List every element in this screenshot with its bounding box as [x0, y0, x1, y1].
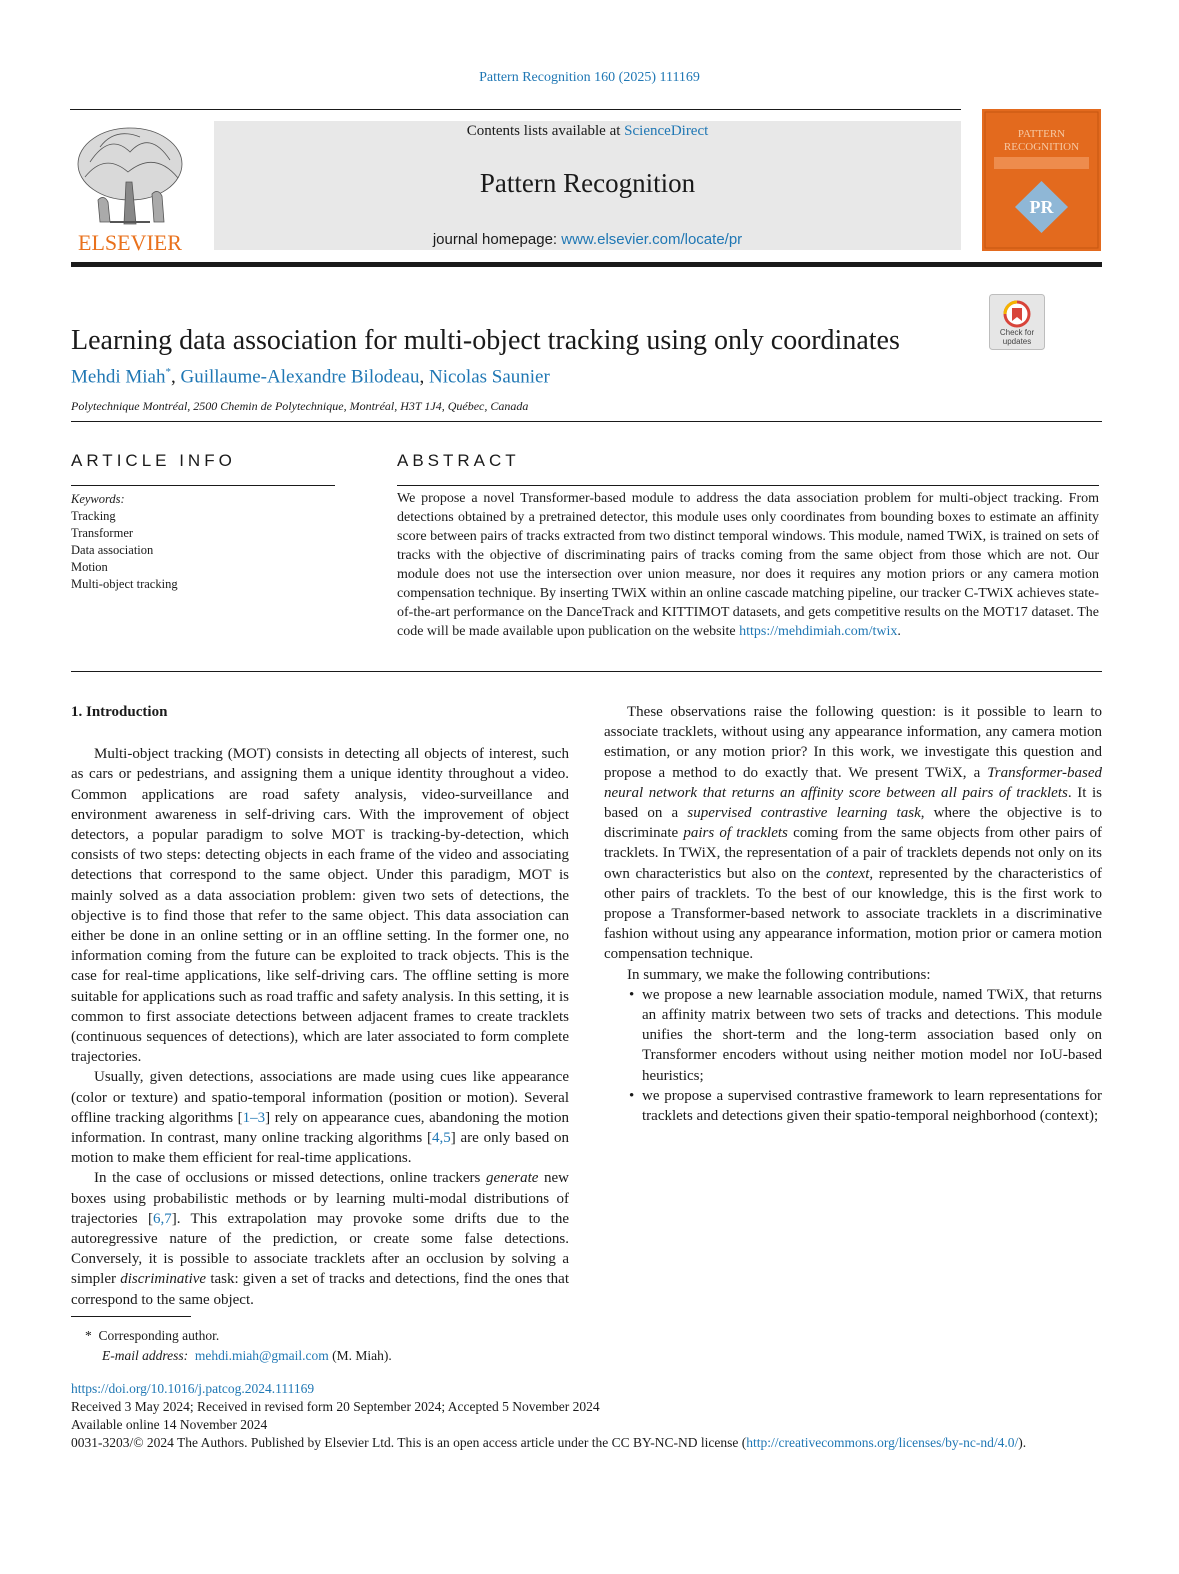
svg-text:RECOGNITION: RECOGNITION	[1003, 141, 1080, 153]
right-column	[604, 702, 1102, 1126]
available-online: Available online 14 November 2024	[71, 1417, 268, 1432]
svg-text:Check for: Check for	[999, 328, 1035, 337]
elsevier-tree-logo	[70, 122, 190, 254]
journal-reference[interactable]: Pattern Recognition 160 (2025) 111169	[479, 70, 700, 85]
doi-link[interactable]: https://doi.org/10.1016/j.patcog.2024.111169	[71, 1381, 315, 1396]
code-website-link[interactable]: https://mehdimiah.com/twix	[739, 624, 898, 639]
license-link[interactable]: http://creativecommons.org/licenses/by-nc-nd/4.0/	[746, 1435, 1019, 1450]
svg-text:PR: PR	[1029, 197, 1054, 217]
contribution-list	[604, 985, 1102, 1126]
affiliation-rule	[71, 421, 1102, 422]
citation-link[interactable]: 1–3	[242, 1109, 266, 1126]
paragraph: Usually, given detections, associations are made using cues like appearance (color or texture) and spatio-temporal information (position or motion). Several offline tracking algorithms [1–3] rely on appearance cues, abandoning the motion information. In contrast, many online tracking algorithms [4,5] are only based on motion to make them efficient for real-time applications.	[71, 1069, 569, 1167]
keyword: Transformer	[71, 526, 134, 540]
citation-link[interactable]: 4,5	[431, 1130, 451, 1147]
left-column	[71, 702, 569, 1310]
contents-line: Contents lists available at ScienceDirect	[466, 123, 709, 139]
keyword: Data association	[71, 543, 154, 557]
svg-text:PATTERN: PATTERN	[1017, 128, 1066, 140]
svg-text:updates: updates	[1002, 337, 1032, 346]
abstract-heading: ABSTRACT	[397, 451, 520, 470]
abstract-rule	[397, 485, 1099, 486]
footnote-rule	[71, 1316, 191, 1317]
author-3[interactable]: Nicolas Saunier	[428, 366, 550, 388]
abstract-bottom-rule	[71, 671, 1102, 672]
author-2[interactable]: Guillaume-Alexandre Bilodeau	[180, 366, 420, 388]
corresponding-author-note: * Corresponding author.	[85, 1328, 220, 1343]
header-top-rule	[70, 109, 961, 110]
header-thick-rule	[71, 262, 1102, 267]
journal-cover[interactable]	[982, 109, 1101, 251]
abstract-text: We propose a novel Transformer-based module to address the data association problem for multi-object tracking. From detections obtained by a pretrained detector, this module uses only coordinates from bounding boxes to estimate an affinity score between pairs of tracks extracted from two distinct temporal windows. This module, named TWiX, is trained on sets of tracks with the objective of discriminating pairs of tracks coming from the same object from those which are not. Our module does not use the intersection over union measure, nor does it requires any motion priors or any camera motion compensation technique. By inserting TWiX within an online cascade matching pipeline, our tracker C-TWiX achieves state-of-the-art performance on the DanceTrack and KITTIMOT datasets, and gets competitive results on the MOT17 dataset. The code will be made available upon publication on the website https://mehdimiah.com/twix.	[397, 491, 1099, 639]
check-for-updates-badge[interactable]	[989, 294, 1045, 350]
corresponding-mark[interactable]: *	[165, 366, 171, 378]
article-title: Learning data association for multi-object tracking using only coordinates	[71, 325, 900, 356]
paragraph: In the case of occlusions or missed detections, online trackers generate new boxes using probabilistic methods or by learning multi-modal distributions of trajectories [6,7]. This extrapolation may provoke some drifts due to the autoregressive nature of the prediction, or create some false detections. Conversely, it is possible to associate tracklets after an occlusion by solving a simpler discriminative task: given a set of tracks and detections, find the ones that correspond to the same object.	[71, 1170, 570, 1308]
publication-info	[71, 1380, 1102, 1452]
keywords-label: Keywords:	[71, 492, 125, 506]
author-list: Mehdi Miah*, Guillaume-Alexandre Bilodeau, Nicolas Saunier	[71, 366, 550, 388]
journal-title: Pattern Recognition	[479, 168, 696, 198]
journal-homepage: journal homepage: www.elsevier.com/locate/pr	[432, 231, 743, 248]
citation-link[interactable]: 6,7	[152, 1210, 172, 1227]
keywords-block	[71, 491, 178, 593]
received-dates: Received 3 May 2024; Received in revised form 20 September 2024; Accepted 5 November 2024	[71, 1399, 600, 1414]
paragraph: Multi-object tracking (MOT) consists in detecting all objects of interest, such as cars or pedestrians, and assigning them a unique identity throughout a video. Common applications are road safety analysis, video-surveillance and environment awareness in self-driving cars. With the improvement of object detectors, a popular paradigm to solve MOT is tracking-by-detection, which consists of two steps: detecting objects in each frame of the video and associating detections that correspond to the same object. Under this paradigm, MOT is mainly solved as a data association problem: given two sets of detections, the objective is to find those that refer to the same object. This data association can either be done in an online setting or in an offline setting. In the former one, no information coming from the future can be exploited to track objects. This is the case for real-time applications, like self-driving cars. The offline setting is more suitable for applications such as road traffic and safety analysis. In this setting, it is common to first associate detections between adjacent frames to create tracklets (continuous sequences of detections), which are later associated to form complete trajectories.	[71, 746, 569, 1066]
list-item: • we propose a supervised contrastive framework to learn representations for tracklets and detections given their spatio-temporal neighborhood (context);	[642, 1086, 1102, 1126]
sciencedirect-link[interactable]: ScienceDirect	[624, 123, 709, 139]
email-link[interactable]: mehdi.miah@gmail.com	[194, 1348, 329, 1363]
publisher-wordmark: ELSEVIER	[78, 230, 182, 254]
paragraph: In summary, we make the following contributions:	[627, 966, 931, 983]
affiliation: Polytechnique Montréal, 2500 Chemin de Polytechnique, Montréal, H3T 1J4, Québec, Canada	[71, 399, 529, 413]
keyword: Multi-object tracking	[71, 577, 178, 591]
article-info-rule	[71, 485, 335, 486]
keyword: Tracking	[71, 509, 116, 523]
license-statement: 0031-3203/© 2024 The Authors. Published by Elsevier Ltd. This is an open access article under the CC BY-NC-ND license (http://creativecommons.org/licenses/by-nc-nd/4.0/).	[71, 1435, 1027, 1450]
paragraph: These observations raise the following question: is it possible to learn to associate tracklets, without using any appearance information, any camera motion estimation, or any motion prior? In this work, we investigate this question and propose a method to do exactly that. We present TWiX, a Transformer-based neural network that returns an affinity score between all pairs of tracklets. It is based on a supervised contrastive learning task, where the objective is to discriminate pairs of tracklets coming from the same objects from other pairs of tracklets. In TWiX, the representation of a pair of tracklets depends not only on its own characteristics but also on the context, represented by the characteristics of other pairs of tracklets. To the best of our knowledge, this is the first work to propose a Transformer-based network to associate tracklets in a discriminative fashion without using any appearance information, motion prior or camera motion compensation technique.	[604, 704, 1103, 963]
section-heading-introduction: 1. Introduction	[71, 704, 168, 720]
homepage-link[interactable]: www.elsevier.com/locate/pr	[561, 231, 743, 248]
list-item: • we propose a new learnable association module, named TWiX, that returns an affinity matrix between two sets of tracks and detections. This module unifies the short-term and the long-term association based only on Transformer encoders without using neither motion model nor IoU-based heuristics;	[642, 985, 1102, 1086]
article-info-heading: ARTICLE INFO	[71, 451, 236, 470]
author-1[interactable]: Mehdi Miah	[71, 366, 166, 388]
email-note: E-mail address: mehdi.miah@gmail.com (M. Miah).	[102, 1348, 392, 1363]
keyword: Motion	[71, 560, 108, 574]
